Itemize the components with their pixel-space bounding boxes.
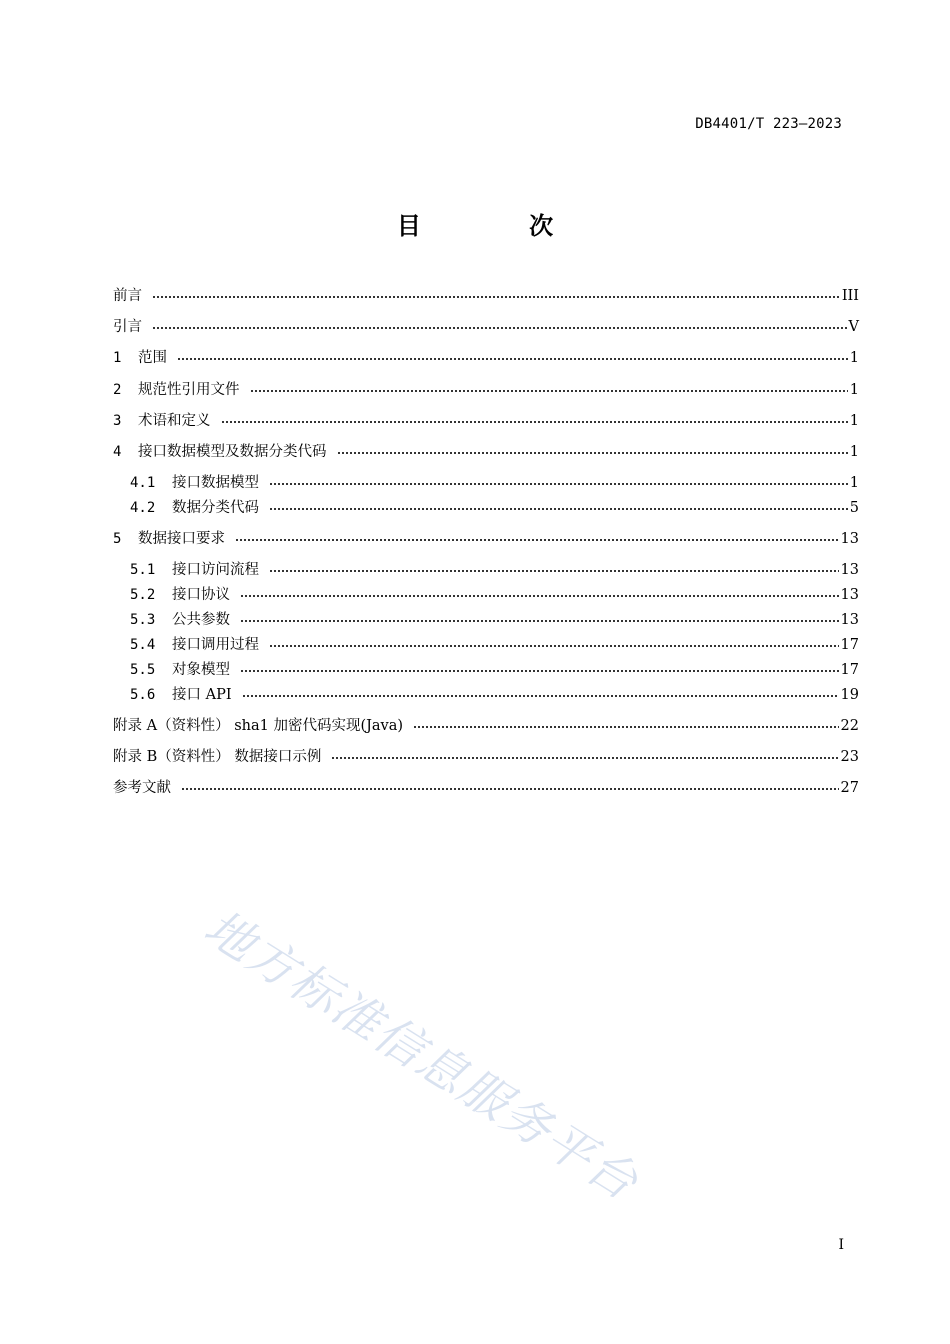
toc-entry-label: 接口访问流程: [172, 562, 259, 578]
toc-entry-5-2[interactable]: [130, 583, 859, 607]
toc-entry-4-1[interactable]: [130, 471, 859, 495]
toc-entry-page: 19: [840, 687, 859, 703]
dot-leader: [152, 327, 847, 329]
toc-entry-label: 接口 API: [172, 687, 232, 703]
toc-entry-page: V: [848, 319, 859, 335]
toc-entry-label: 前言: [113, 288, 142, 304]
dot-leader: [337, 452, 848, 454]
toc-entry-data-interface-requirements[interactable]: [113, 527, 859, 551]
toc-entry-page: 27: [840, 780, 859, 796]
toc-entry-5-6[interactable]: [130, 683, 859, 707]
toc-entry-appendix-a[interactable]: [113, 714, 859, 738]
toc-entry-page: 1: [849, 444, 859, 460]
toc-entry-bibliography[interactable]: [113, 776, 859, 800]
toc-entry-page: 5: [849, 500, 859, 516]
toc-entry-page: 22: [840, 718, 859, 734]
toc-entry-label: 术语和定义: [138, 413, 211, 429]
toc-entry-label: 接口调用过程: [172, 637, 259, 653]
toc-entry-label: 参考文献: [113, 780, 171, 796]
toc-entry-number: 3: [113, 413, 122, 429]
toc-entry-label: 附录 B（资料性） 数据接口示例: [113, 749, 322, 765]
toc-entry-page: 1: [849, 382, 859, 398]
toc-entry-appendix-b[interactable]: [113, 745, 859, 769]
dot-leader: [250, 390, 848, 392]
toc-entry-5-5[interactable]: [130, 658, 859, 682]
toc-entry-label: 接口数据模型及数据分类代码: [138, 444, 327, 460]
toc-entry-page: 13: [840, 562, 859, 578]
toc-entry-label: 对象模型: [172, 662, 230, 678]
document-code: DB4401/T 223—2023: [695, 116, 842, 132]
toc-entry-page: 1: [849, 350, 859, 366]
toc-entry-number: 5.2: [130, 587, 156, 603]
toc-entry-5-3[interactable]: [130, 608, 859, 632]
toc-entry-label: 接口数据模型: [172, 475, 259, 491]
dot-leader: [240, 670, 839, 672]
dot-leader: [152, 296, 840, 298]
dot-leader: [235, 539, 839, 541]
toc-entry-foreword[interactable]: [113, 284, 859, 308]
dot-leader: [269, 570, 839, 572]
toc-entry-number: 5.6: [130, 687, 156, 703]
page-number: I: [838, 1237, 844, 1253]
toc-entry-number: 5.3: [130, 612, 156, 628]
toc-entry-page: 17: [840, 662, 859, 678]
toc-entry-label: 数据接口要求: [138, 531, 225, 547]
dot-leader: [269, 483, 848, 485]
toc-entry-label: 公共参数: [172, 612, 230, 628]
toc-entry-page: 1: [849, 475, 859, 491]
toc-entry-introduction[interactable]: [113, 315, 859, 339]
toc-entry-number: 5.4: [130, 637, 156, 653]
dot-leader: [221, 421, 848, 423]
dot-leader: [181, 788, 839, 790]
toc-entry-label: 数据分类代码: [172, 500, 259, 516]
toc-entry-scope[interactable]: [113, 346, 859, 370]
toc-entry-number: 4: [113, 444, 122, 460]
toc-entry-page: III: [841, 288, 859, 304]
toc-entry-number: 4.1: [130, 475, 156, 491]
dot-leader: [413, 726, 838, 728]
toc-entry-5-4[interactable]: [130, 633, 859, 657]
toc-entry-terms-definitions[interactable]: [113, 409, 859, 433]
toc-entry-5-1[interactable]: [130, 558, 859, 582]
toc-entry-page: 13: [840, 531, 859, 547]
dot-leader: [242, 695, 839, 697]
toc-entry-page: 13: [840, 587, 859, 603]
toc-entry-label: 规范性引用文件: [138, 382, 240, 398]
toc-entry-page: 13: [840, 612, 859, 628]
toc-entry-number: 2: [113, 382, 122, 398]
toc-entry-label: 接口协议: [172, 587, 230, 603]
toc-entry-label: 范围: [138, 350, 167, 366]
toc-entry-number: 5.5: [130, 662, 156, 678]
dot-leader: [240, 620, 839, 622]
dot-leader: [177, 358, 848, 360]
toc-entry-page: 23: [840, 749, 859, 765]
dot-leader: [240, 595, 839, 597]
toc-entry-page: 17: [840, 637, 859, 653]
dot-leader: [269, 645, 839, 647]
toc-entry-interface-data-model[interactable]: [113, 440, 859, 464]
toc-entry-label: 引言: [113, 319, 142, 335]
dot-leader: [269, 508, 848, 510]
toc-entry-normative-references[interactable]: [113, 378, 859, 402]
toc-entry-number: 5: [113, 531, 122, 547]
toc-entry-number: 4.2: [130, 500, 156, 516]
toc-entry-4-2[interactable]: [130, 496, 859, 520]
page-title: 目 次: [396, 212, 604, 240]
toc-entry-label: 附录 A（资料性） sha1 加密代码实现(Java): [113, 718, 404, 734]
toc-entry-number: 5.1: [130, 562, 156, 578]
dot-leader: [331, 757, 838, 759]
watermark-text: 地方标准信息服务平台: [194, 899, 649, 1212]
toc-entry-number: 1: [113, 350, 122, 366]
toc-entry-page: 1: [849, 413, 859, 429]
